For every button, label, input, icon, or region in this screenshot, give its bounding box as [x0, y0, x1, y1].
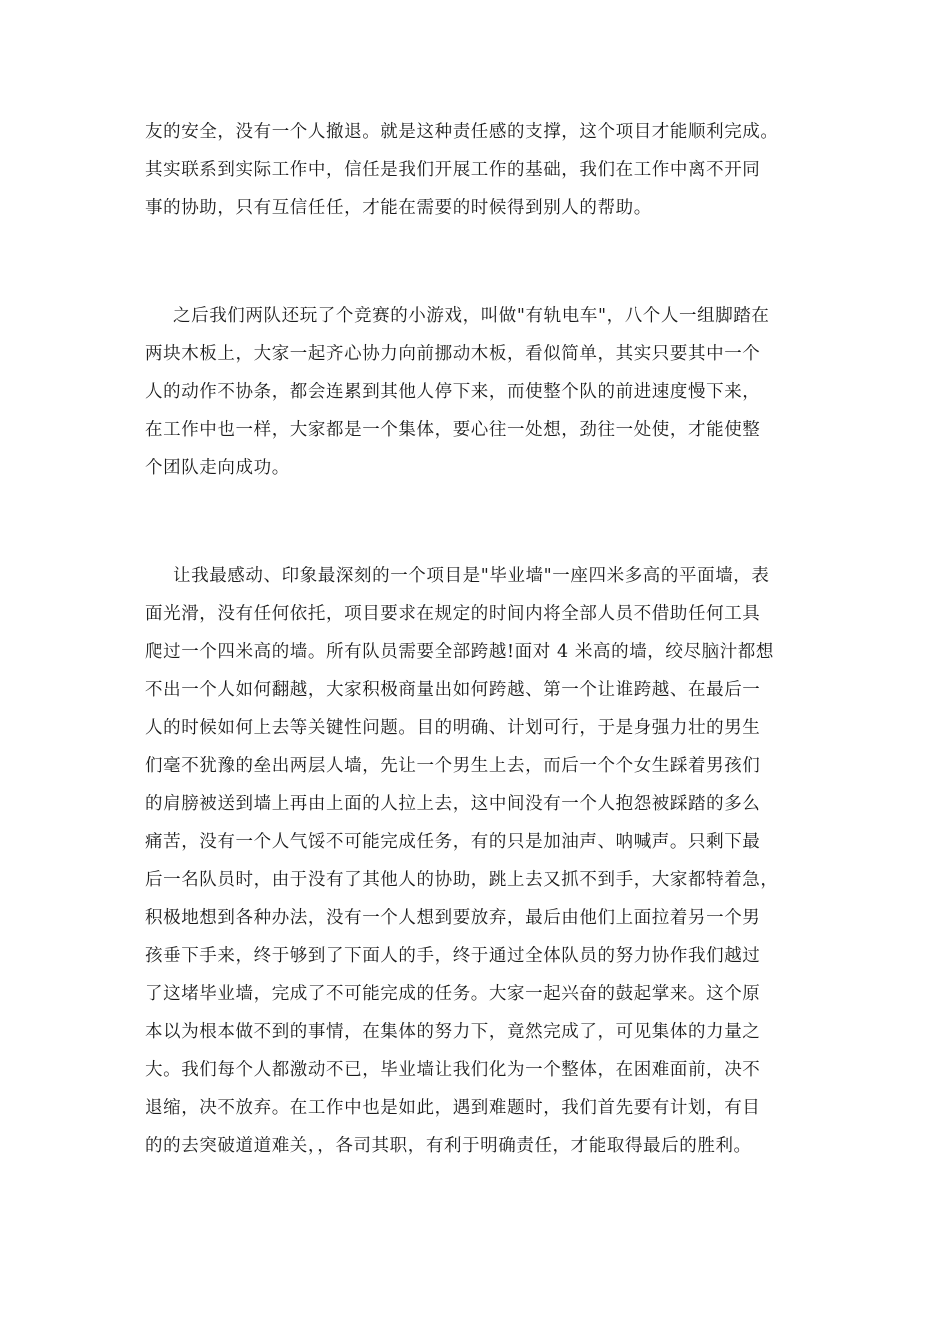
text-line: 不出一个人如何翻越，大家积极商量出如何跨越、第一个让谁跨越、在最后一 [145, 680, 761, 700]
text-line: 人的时候如何上去等关键性问题。目的明确、计划可行，于是身强力壮的男生 [145, 718, 761, 738]
text-line: 两块木板上，大家一起齐心协力向前挪动木板，看似简单，其实只要其中一个 [145, 344, 761, 364]
text-line: 痛苦，没有一个人气馁不可能完成任务，有的只是加油声、呐喊声。只剩下最 [145, 832, 761, 852]
text-line: 的的去突破道道难关，，各司其职，有利于明确责任，才能取得最后的胜利。 [145, 1136, 752, 1156]
paragraph-trust [145, 113, 809, 227]
text-line: 了这堵毕业墙，完成了不可能完成的任务。大家一起兴奋的鼓起掌来。这个原 [145, 984, 761, 1004]
text-line: 事的协助，只有互信任任，才能在需要的时候得到别人的帮助。 [145, 198, 652, 218]
text-line: 的肩膀被送到墙上再由上面的人拉上去，这中间没有一个人抱怨被踩踏的多么 [145, 794, 761, 814]
text-line: 大。我们每个人都激动不已，毕业墙让我们化为一个整体，在困难面前，决不 [145, 1060, 761, 1080]
text-line: 友的安全，没有一个人撤退。就是这种责任感的支撑，这个项目才能顺利完成。 [145, 122, 779, 142]
text-line: 本以为根本做不到的事情，在集体的努力下，竟然完成了，可见集体的力量之 [145, 1022, 761, 1042]
text-line: 后一名队员时，由于没有了其他人的协助，跳上去又抓不到手，大家都特着急， [145, 870, 779, 890]
text-line: 其实联系到实际工作中，信任是我们开展工作的基础，我们在工作中离不开同 [145, 160, 761, 180]
text-line: 积极地想到各种办法，没有一个人想到要放弃，最后由他们上面拉着另一个男 [145, 908, 761, 928]
text-line: 爬过一个四米高的墙。所有队员需要全部跨越!面对 4 米高的墙，绞尽脑汁都想 [145, 642, 774, 662]
text-line: 们毫不犹豫的垒出两层人墙，先让一个男生上去，而后一个个女生踩着男孩们 [145, 756, 761, 776]
text-line: 孩垂下手来，终于够到了下面人的手，终于通过全体队员的努力协作我们越过 [145, 946, 761, 966]
paragraph-tram-game [145, 297, 809, 487]
text-line: 之后我们两队还玩了个竞赛的小游戏，叫做"有轨电车"，八个人一组脚踏在 [173, 306, 770, 326]
paragraph-graduation-wall [145, 557, 809, 1165]
text-line: 个团队走向成功。 [145, 458, 290, 478]
text-line: 在工作中也一样，大家都是一个集体，要心往一处想，劲往一处使，才能使整 [145, 420, 761, 440]
text-line: 人的动作不协条，都会连累到其他人停下来，而使整个队的前进速度慢下来， [145, 382, 761, 402]
text-line: 让我最感动、印象最深刻的一个项目是"毕业墙"一座四米多高的平面墙，表 [173, 566, 770, 586]
text-line: 面光滑，没有任何依托，项目要求在规定的时间内将全部人员不借助任何工具 [145, 604, 761, 624]
text-line: 退缩，决不放弃。在工作中也是如此，遇到难题时，我们首先要有计划，有目 [145, 1098, 761, 1118]
